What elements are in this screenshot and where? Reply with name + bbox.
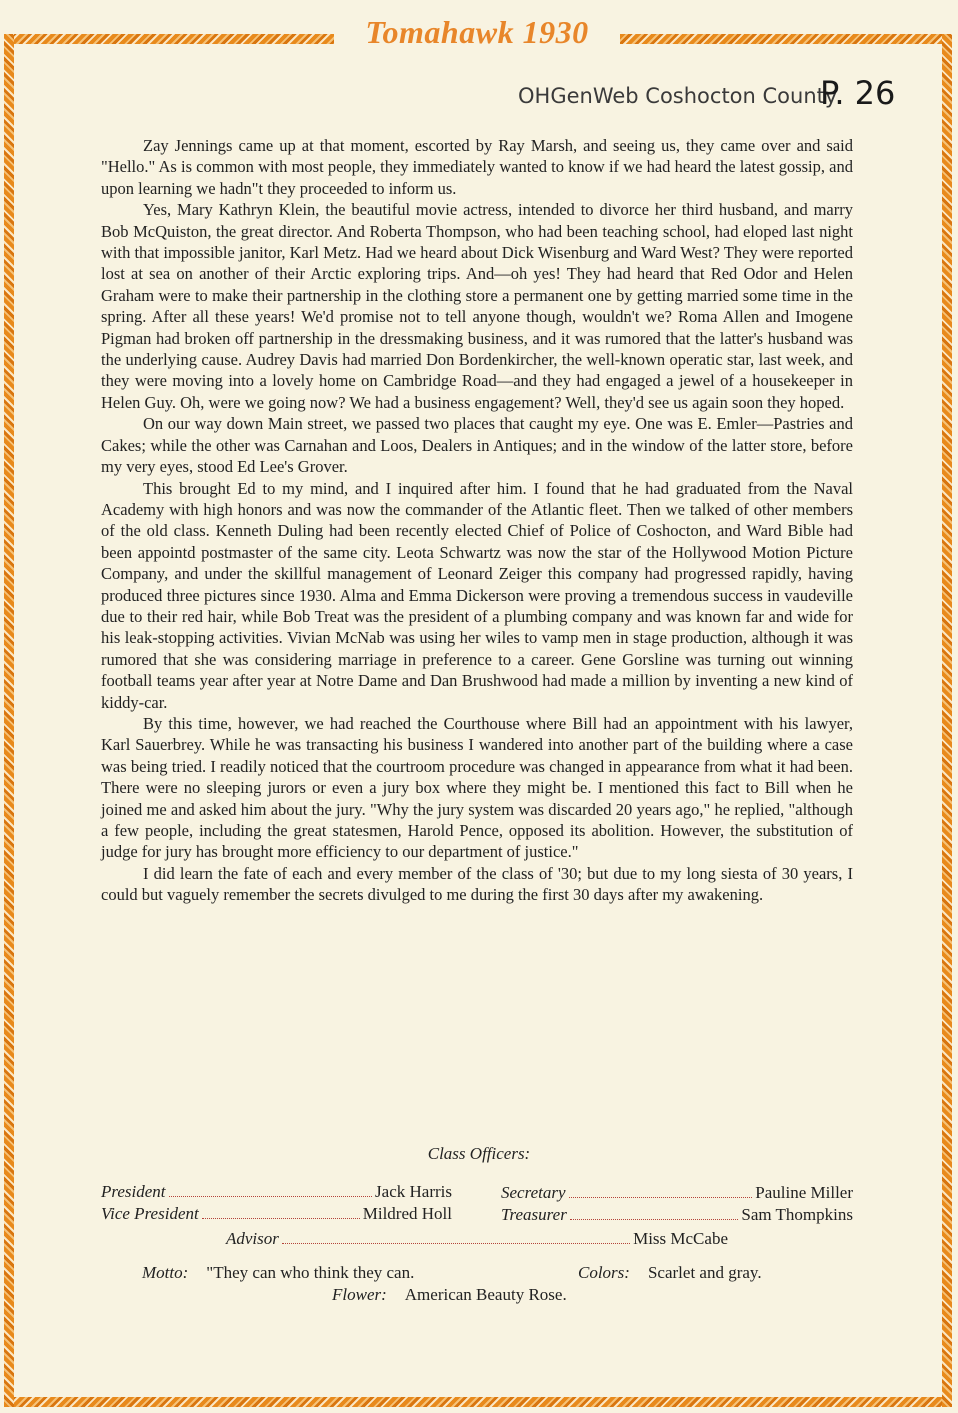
officer-secretary-row bbox=[501, 1183, 853, 1203]
paragraph: I did learn the fate of each and every member of the class of '30; but due to my long siesta of 30 years, I could but vaguely remember the secrets divulged to me during the first 30 days after my awakening. bbox=[101, 863, 853, 905]
rope-border-top-right bbox=[620, 34, 952, 44]
motto-text: "They can who think they can. bbox=[206, 1263, 415, 1282]
dotted-leader bbox=[202, 1217, 360, 1219]
officer-vice-president-row bbox=[101, 1204, 452, 1224]
colors-label: Colors: bbox=[578, 1263, 630, 1282]
officer-name: Pauline Miller bbox=[755, 1183, 853, 1202]
paragraph: This brought Ed to my mind, and I inquired after him. I found that he had graduated from the Naval Academy with high honors and was now the commander of the Atlantic fleet. Then we talked of other members of the old class. Kenneth Duling had been recently elected Chief of Police of Coshocton, and Ward Bible had been appointd postmaster of the same city. Leota Schwartz was now the star of the Hollywood Motion Picture Company, and under the skillful management of Leonard Zeiger this company had progressed rapidly, having produced three pictures since 1930. Alma and Emma Dickerson were proving a tremendous success in vaudeville due to their red hair, while Bob Treat was the president of a plumbing company and was known far and wide for his leak-stopping activities. Vivian McNab was using her wiles to vamp men in stage production, although it was rumored that she was considering marriage in preference to a career. Gene Gorsline was turning out winning football teams year after year at Notre Dame and Dan Brushwood had made a million by inventing a new kind of kiddy-car. bbox=[101, 478, 853, 712]
dotted-leader bbox=[169, 1195, 373, 1197]
officer-title: Vice President bbox=[101, 1204, 199, 1223]
officer-name: Mildred Holl bbox=[362, 1204, 452, 1223]
flower-label: Flower: bbox=[332, 1285, 387, 1304]
paragraph: Yes, Mary Kathryn Klein, the beautiful movie actress, intended to divorce her third husband, and marry Bob McQuiston, the great director. And Roberta Thompson, who had been teaching school, had eloped last night with that impossible janitor, Karl Metz. Had we heard about Dick Wisenburg and Ward West? They were reported lost at sea on another of their Arctic exploring trips. And—oh yes! They had heard that Red Odor and Helen Graham were to make their partnership in the clothing store a permanent one by getting married some time in the spring. After all these years! We'd promise not to tell anyone though, wouldn't we? Roma Allen and Imogene Pigman had broken off partnership in the dressmaking business, and it was rumored that the latter's husband was the underlying cause. Audrey Davis had married Don Bordenkircher, the well-known operatic star, last week, and they were moving into a lovely home on Cambridge Road—and they had engaged a jewel of a housekeeper in Helen Guy. Oh, were we going now? We had a business engagement? Well, they'd see us again soon they hoped. bbox=[101, 200, 853, 412]
officer-title: Treasurer bbox=[501, 1205, 567, 1224]
officer-name: Sam Thompkins bbox=[741, 1205, 853, 1224]
flower-line bbox=[332, 1285, 567, 1305]
rope-border-left bbox=[4, 34, 14, 1407]
officer-name: Jack Harris bbox=[375, 1182, 452, 1201]
motto-line bbox=[142, 1263, 414, 1283]
officer-title: Advisor bbox=[226, 1229, 279, 1248]
page-number: P. 26 bbox=[820, 74, 896, 112]
class-officers-heading: Class Officers: bbox=[427, 1144, 531, 1163]
rope-border-right bbox=[942, 34, 952, 1407]
flower-text: American Beauty Rose. bbox=[404, 1285, 567, 1304]
watermark-text: OHGenWeb Coshocton County bbox=[518, 84, 838, 108]
rope-border-top-left bbox=[4, 34, 334, 44]
motto-label: Motto: bbox=[142, 1263, 189, 1282]
paragraph: On our way down Main street, we passed two places that caught my eye. One was E. Emler—Pastries and Cakes; while the other was Carnahan and Loos, Dealers in Antiques; and in the window of the latter store, before my very eyes, stood Ed Lee's Grover. bbox=[101, 414, 853, 477]
officer-title: Secretary bbox=[501, 1183, 566, 1202]
paragraph: Zay Jennings came up at that moment, escorted by Ray Marsh, and seeing us, they came over and said "Hello." As is common with most people, they immediately wanted to know if we had heard the latest gossip, and upon learning we hadn"t they proceeded to inform us. bbox=[101, 136, 853, 198]
colors-line bbox=[578, 1263, 762, 1283]
colors-text: Scarlet and gray. bbox=[647, 1263, 762, 1282]
officer-president-row bbox=[101, 1182, 452, 1202]
body-text bbox=[101, 135, 853, 906]
rope-border-bottom bbox=[4, 1397, 952, 1407]
officer-name: Miss McCabe bbox=[633, 1229, 728, 1248]
paragraph: By this time, however, we had reached the Courthouse where Bill had an appointment with his lawyer, Karl Sauerbrey. While he was transacting his business I wandered into another part of the building where a case was being tried. I readily noticed that the courtroom procedure was changed in appearance from what it had been. There were no sleeping jurors or even a jury box where they might be. I mentioned this fact to Bill when he joined me and asked him about the jury. "Why the jury system was discarded 20 years ago," he replied, "although a few people, including the great statesmen, Harold Pence, opposed its abolition. However, the substitution of judge for jury has brought more efficiency to our department of justice." bbox=[101, 713, 853, 862]
officer-treasurer-row bbox=[501, 1205, 853, 1225]
officer-advisor-row bbox=[226, 1229, 728, 1249]
dotted-leader bbox=[282, 1242, 630, 1244]
page-title: Tomahawk 1930 bbox=[365, 14, 589, 50]
dotted-leader bbox=[570, 1218, 739, 1220]
dotted-leader bbox=[569, 1196, 753, 1198]
officer-title: President bbox=[101, 1182, 166, 1201]
